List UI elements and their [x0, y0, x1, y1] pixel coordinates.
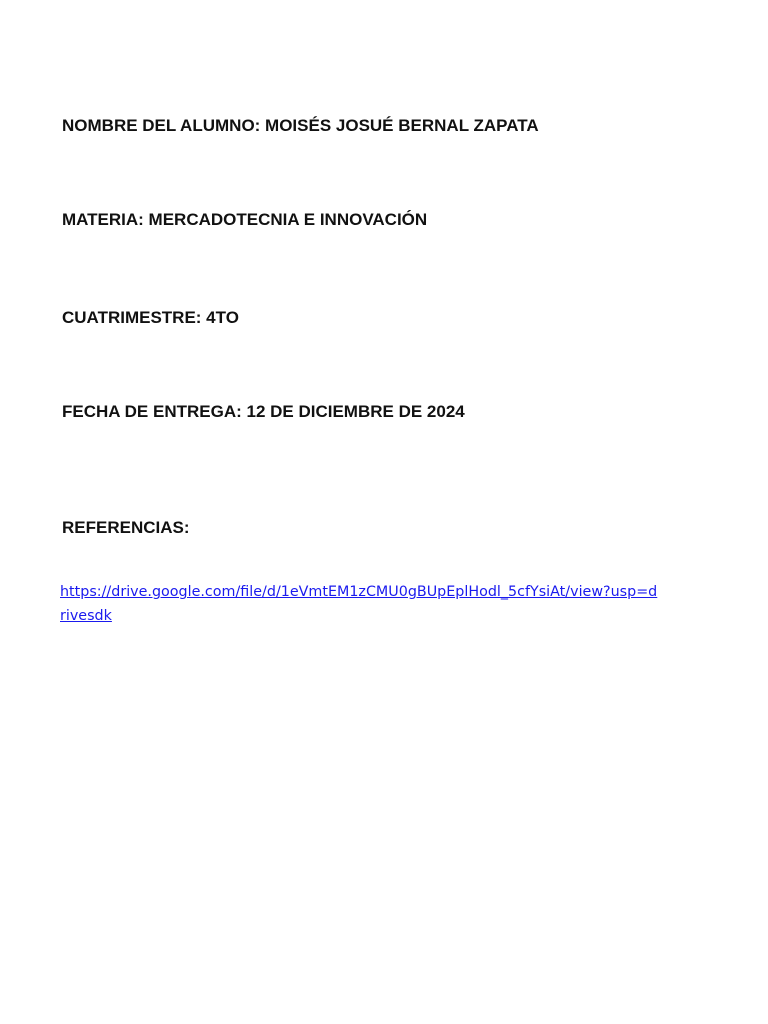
due-date-field: FECHA DE ENTREGA: 12 DE DICIEMBRE DE 2024 — [62, 402, 465, 421]
reference-link[interactable]: https://drive.google.com/file/d/1eVmtEM1zCMU0gBUpEplHodl_5cfYsiAt/view?usp=drivesdk — [60, 584, 658, 624]
student-name-field: NOMBRE DEL ALUMNO: MOISÉS JOSUÉ BERNAL ZAPATA — [62, 116, 539, 135]
references-heading: REFERENCIAS: — [62, 518, 190, 537]
subject-field: MATERIA: MERCADOTECNIA E INNOVACIÓN — [62, 210, 428, 229]
term-field: CUATRIMESTRE: 4TO — [62, 308, 239, 327]
